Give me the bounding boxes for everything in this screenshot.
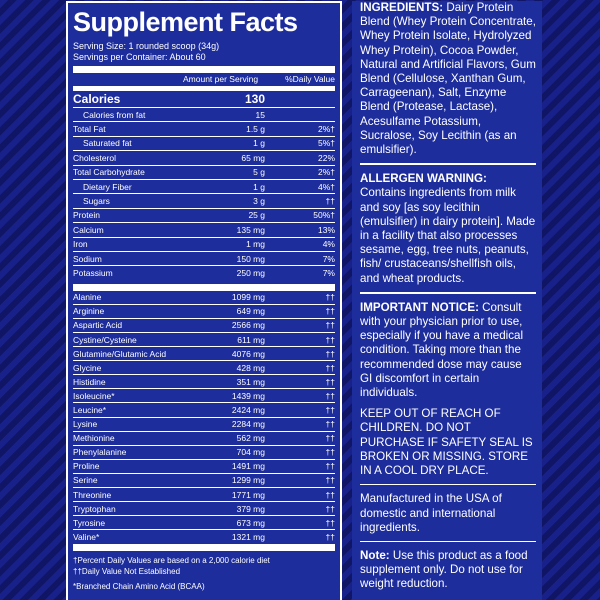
row-label: Tyrosine (73, 517, 106, 528)
row-amount: 428 mg (236, 362, 265, 373)
nutrient-row (73, 194, 335, 208)
divider-thick (73, 544, 335, 551)
row-label: Sugars (83, 196, 110, 207)
amino-acid-row (73, 530, 335, 544)
divider (360, 541, 536, 542)
row-amount: 25 g (248, 210, 265, 221)
keep-out-warning: KEEP OUT OF REACH OF CHILDREN. DO NOT PURCHASE IF SAFETY SEAL IS BROKEN OR MISSING. STORE IN A COOL DRY PLACE. (360, 407, 533, 478)
nutrient-row (73, 266, 335, 280)
divider (360, 163, 536, 165)
row-daily-value: †† (325, 532, 335, 543)
amino-acid-row (73, 347, 335, 361)
amino-acid-row (73, 502, 335, 516)
calories-label: Calories (73, 92, 121, 106)
row-amount: 1.5 g (246, 124, 265, 135)
row-label: Cystine/Cysteine (73, 334, 137, 345)
facts-title: Supplement Facts (73, 7, 298, 37)
row-daily-value: †† (325, 475, 335, 486)
nutrient-row (73, 108, 335, 122)
row-label: Iron (73, 239, 88, 250)
row-daily-value: †† (325, 419, 335, 430)
calories-row (73, 91, 335, 108)
row-daily-value: 2%† (317, 167, 335, 178)
footnote-daily-value: †Percent Daily Values are based on a 2,000 calorie diet (73, 556, 270, 566)
divider (360, 292, 536, 294)
footnote-not-established: ††Daily Value Not Established (73, 567, 181, 577)
row-amount: 1099 mg (231, 292, 265, 303)
row-daily-value: 5%† (317, 138, 335, 149)
row-label: Threonine (73, 489, 112, 500)
row-label: Calories from fat (83, 109, 146, 120)
row-amount: 15 (255, 109, 265, 120)
row-daily-value: †† (325, 362, 335, 373)
nutrient-row (73, 180, 335, 194)
row-amount: 1491 mg (231, 461, 265, 472)
column-header (73, 73, 335, 87)
row-label: Lysine (73, 419, 98, 430)
row-label: Phenylalanine (73, 447, 127, 458)
calories-amount: 130 (244, 92, 265, 106)
supplement-facts-panel (66, 1, 342, 600)
row-daily-value: †† (325, 489, 335, 500)
amino-acid-row (73, 418, 335, 432)
ingredients-section (360, 1, 536, 157)
row-daily-value: 50%† (313, 210, 335, 221)
row-amount: 150 mg (236, 253, 265, 264)
row-label: Cholesterol (73, 152, 116, 163)
row-amount: 351 mg (236, 376, 265, 387)
row-daily-value: †† (325, 433, 335, 444)
row-daily-value: 4%† (317, 181, 335, 192)
row-label: Isoleucine* (73, 390, 115, 401)
servings-per-container: Servings per Container: About 60 (73, 52, 206, 62)
amino-acid-row (73, 516, 335, 530)
note-section (360, 549, 536, 592)
row-label: Aspartic Acid (73, 320, 123, 331)
amino-acid-row (73, 361, 335, 375)
row-amount: 379 mg (236, 503, 265, 514)
row-daily-value: †† (325, 461, 335, 472)
amount-header: Amount per Serving (183, 74, 259, 84)
row-amount: 1 g (253, 138, 265, 149)
row-daily-value: †† (325, 503, 335, 514)
row-amount: 3 g (253, 196, 265, 207)
row-amount: 1299 mg (231, 475, 265, 486)
nutrient-row (73, 151, 335, 165)
notice-section (360, 301, 536, 400)
row-amount: 1 g (253, 181, 265, 192)
allergen-heading: ALLERGEN WARNING: (360, 172, 487, 186)
label-text-panel (352, 1, 542, 600)
row-label: Proline (73, 461, 100, 472)
row-daily-value: †† (325, 376, 335, 387)
row-label: Glutamine/Glutamic Acid (73, 348, 167, 359)
amino-acid-row (73, 333, 335, 347)
row-label: Histidine (73, 376, 106, 387)
row-label: Serine (73, 475, 98, 486)
row-amount: 2566 mg (231, 320, 265, 331)
amino-acid-row (73, 474, 335, 488)
row-daily-value: 7% (322, 253, 335, 264)
note-text: Use this product as a food supplement only. Do not use for weight reduction. (360, 548, 528, 591)
amino-acid-row (73, 403, 335, 417)
row-daily-value: 22% (317, 152, 335, 163)
row-amount: 65 mg (241, 152, 265, 163)
row-label: Leucine* (73, 404, 107, 415)
row-daily-value: †† (325, 292, 335, 303)
row-amount: 250 mg (236, 268, 265, 279)
amino-acid-row (73, 305, 335, 319)
row-label: Dietary Fiber (83, 181, 132, 192)
row-amount: 673 mg (236, 517, 265, 528)
amino-acid-row (73, 291, 335, 305)
row-amount: 562 mg (236, 433, 265, 444)
row-amount: 2424 mg (231, 404, 265, 415)
row-daily-value: 2%† (317, 124, 335, 135)
nutrient-row (73, 223, 335, 237)
row-label: Methionine (73, 433, 115, 444)
row-amount: 5 g (253, 167, 265, 178)
row-amount: 1321 mg (231, 532, 265, 543)
notice-heading: IMPORTANT NOTICE: (360, 300, 479, 314)
row-label: Total Fat (73, 124, 106, 135)
row-daily-value: †† (325, 320, 335, 331)
nutrient-row (73, 209, 335, 223)
row-label: Sodium (73, 253, 102, 264)
footnotes (73, 551, 335, 592)
divider-thick (73, 66, 335, 73)
amino-acid-row (73, 460, 335, 474)
row-amount: 1439 mg (231, 390, 265, 401)
amino-acid-row (73, 375, 335, 389)
row-amount: 135 mg (236, 224, 265, 235)
row-daily-value: †† (325, 348, 335, 359)
row-daily-value: †† (325, 196, 335, 207)
row-label: Alanine (73, 292, 102, 303)
amino-acid-row (73, 319, 335, 333)
footnote-bcaa: *Branched Chain Amino Acid (BCAA) (73, 582, 205, 592)
notice-text: Consult with your physician prior to use, especially if you have a medical condition. Taking more than the recommended dose may cause GI discomfort in certain individuals. (360, 300, 524, 400)
row-daily-value: †† (325, 404, 335, 415)
nutrient-row (73, 122, 335, 136)
divider (360, 484, 536, 485)
row-daily-value: 4% (322, 239, 335, 250)
nutrient-row (73, 166, 335, 180)
row-daily-value: †† (325, 334, 335, 345)
amino-acid-row (73, 488, 335, 502)
divider-thick (73, 284, 335, 291)
daily-value-header: %Daily Value (285, 74, 335, 84)
nutrient-row (73, 252, 335, 266)
row-amount: 2284 mg (231, 419, 265, 430)
row-label: Protein (73, 210, 100, 221)
row-label: Arginine (73, 306, 105, 317)
amino-acid-row (73, 446, 335, 460)
nutrient-list (73, 108, 335, 281)
row-amount: 611 mg (237, 334, 265, 345)
row-daily-value: 13% (317, 224, 335, 235)
row-label: Valine* (73, 532, 100, 543)
ingredients-text: Dairy Protein Blend (Whey Protein Concentrate, Whey Protein Isolate, Hydrolyzed Whey Protein), Cocoa Powder, Natural and Artificial Flavors, Gum Blend (Cellulose, Xanthan Gum, Carrageenan), Salt, Enzyme Blend (Protease, Lactase), Acesulfame Potassium, Sucralose, Soy Lecithin (as an emulsifier). (360, 1, 536, 157)
amino-acid-row (73, 389, 335, 403)
amino-acid-list (73, 291, 335, 545)
allergen-text: Contains ingredients from milk and soy [as soy lecithin (emulsifier) in dairy protein]. Made in a facility that also processes sesame, egg, tree nuts, peanuts, fish/ crustaceans/shellfish oils, and wheat products. (360, 186, 536, 285)
row-label: Total Carbohydrate (73, 167, 145, 178)
row-amount: 1771 mg (231, 489, 265, 500)
row-daily-value: †† (325, 517, 335, 528)
row-label: Saturated fat (83, 138, 132, 149)
serving-size: Serving Size: 1 rounded scoop (34g) (73, 41, 220, 51)
nutrient-row (73, 137, 335, 151)
row-amount: 649 mg (236, 306, 265, 317)
row-amount: 704 mg (236, 447, 265, 458)
row-daily-value: †† (325, 306, 335, 317)
amino-acid-row (73, 432, 335, 446)
row-label: Tryptophan (73, 503, 116, 514)
row-daily-value: †† (325, 447, 335, 458)
row-label: Glycine (73, 362, 102, 373)
row-label: Calcium (73, 224, 104, 235)
note-heading: Note: (360, 548, 390, 562)
row-daily-value: 7% (322, 268, 335, 279)
row-amount: 4076 mg (231, 348, 265, 359)
ingredients-heading: INGREDIENTS: (360, 1, 444, 14)
row-amount: 1 mg (246, 239, 265, 250)
row-daily-value: †† (325, 390, 335, 401)
manufactured-text: Manufactured in the USA of domestic and international ingredients. (360, 492, 502, 534)
nutrient-row (73, 238, 335, 252)
row-label: Potassium (73, 268, 113, 279)
